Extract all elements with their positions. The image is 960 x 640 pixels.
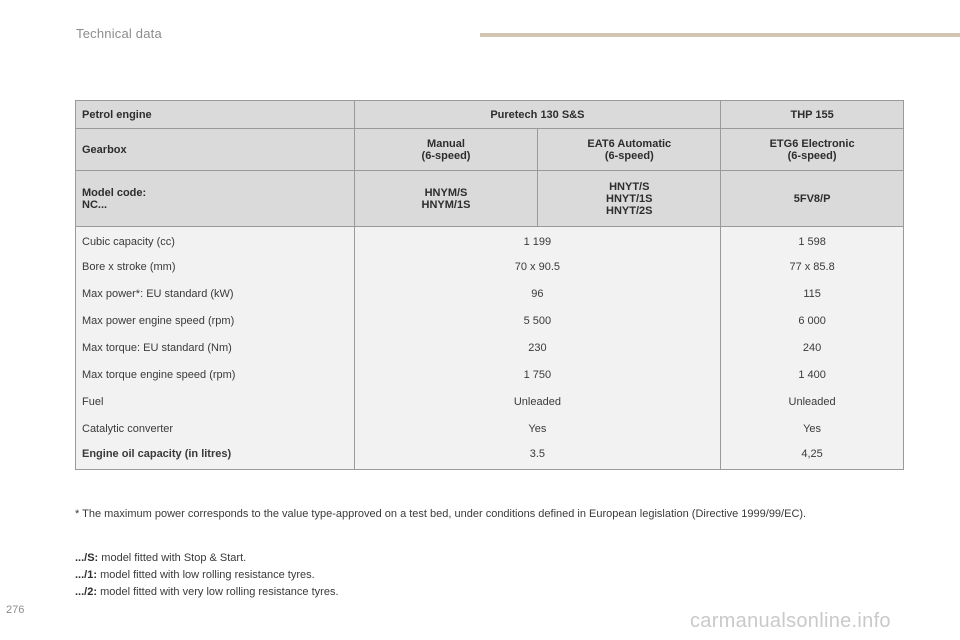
row-value-thp: 1 400 [721, 362, 904, 389]
header-5fv8: 5FV8/P [721, 171, 904, 227]
table-header-row-engine [76, 101, 904, 129]
row-value-thp: 6 000 [721, 308, 904, 335]
table-header-row-gearbox [76, 129, 904, 171]
table-header-row-model-code [76, 171, 904, 227]
row-value-puretech: 5 500 [354, 308, 721, 335]
watermark: carmanualsonline.info [690, 610, 891, 632]
row-value-thp: 77 x 85.8 [721, 254, 904, 281]
legend-text: model fitted with very low rolling resistance tyres. [97, 586, 339, 598]
table-row [76, 254, 904, 281]
footnote: * The maximum power corresponds to the value type-approved on a test bed, under conditions defined in European legislation (Directive 1999/99/EC). [75, 508, 807, 520]
row-value-thp: 115 [721, 281, 904, 308]
header-gearbox: Gearbox [76, 129, 355, 171]
legend-code: .../1: [75, 569, 98, 581]
header-petrol-engine: Petrol engine [76, 101, 355, 129]
row-value-thp: 4,25 [721, 443, 904, 470]
row-value-puretech: Yes [354, 416, 721, 443]
section-title: Technical data [76, 26, 162, 41]
header-model-code: Model code: NC... [76, 171, 355, 227]
table-row [76, 308, 904, 335]
row-label: Cubic capacity (cc) [76, 227, 355, 254]
legend-item [75, 567, 339, 584]
row-label: Fuel [76, 389, 355, 416]
engine-spec-table [75, 100, 904, 470]
row-value-puretech: 3.5 [354, 443, 721, 470]
legend-text: model fitted with low rolling resistance tyres. [97, 569, 315, 581]
page-number: 276 [6, 604, 25, 616]
table-row [76, 416, 904, 443]
table-row [76, 362, 904, 389]
table-row [76, 335, 904, 362]
row-value-puretech: 1 750 [354, 362, 721, 389]
row-label: Engine oil capacity (in litres) [76, 443, 355, 470]
table-row [76, 443, 904, 470]
row-value-puretech: 230 [354, 335, 721, 362]
table-row [76, 281, 904, 308]
row-value-puretech: Unleaded [354, 389, 721, 416]
legend-code: .../S: [75, 552, 99, 564]
model-code-legend [75, 550, 339, 601]
table-row [76, 389, 904, 416]
table-row [76, 227, 904, 254]
row-label: Catalytic converter [76, 416, 355, 443]
row-value-puretech: 70 x 90.5 [354, 254, 721, 281]
legend-text: model fitted with Stop & Start. [98, 552, 247, 564]
row-label: Max power*: EU standard (kW) [76, 281, 355, 308]
row-value-puretech: 1 199 [354, 227, 721, 254]
row-value-thp: 240 [721, 335, 904, 362]
row-value-puretech: 96 [354, 281, 721, 308]
header-thp: THP 155 [721, 101, 904, 129]
row-label: Max torque: EU standard (Nm) [76, 335, 355, 362]
row-value-thp: Unleaded [721, 389, 904, 416]
row-label: Max power engine speed (rpm) [76, 308, 355, 335]
header-hnym: HNYM/S HNYM/1S [354, 171, 538, 227]
header-eat6: EAT6 Automatic (6-speed) [538, 129, 721, 171]
legend-item [75, 584, 339, 601]
header-puretech: Puretech 130 S&S [354, 101, 721, 129]
row-label: Bore x stroke (mm) [76, 254, 355, 281]
header-rule [480, 33, 960, 37]
row-label: Max torque engine speed (rpm) [76, 362, 355, 389]
legend-item [75, 550, 339, 567]
header-etg6: ETG6 Electronic (6-speed) [721, 129, 904, 171]
header-hnyt: HNYT/S HNYT/1S HNYT/2S [538, 171, 721, 227]
row-value-thp: 1 598 [721, 227, 904, 254]
row-value-thp: Yes [721, 416, 904, 443]
legend-code: .../2: [75, 586, 98, 598]
header-manual: Manual (6-speed) [354, 129, 538, 171]
